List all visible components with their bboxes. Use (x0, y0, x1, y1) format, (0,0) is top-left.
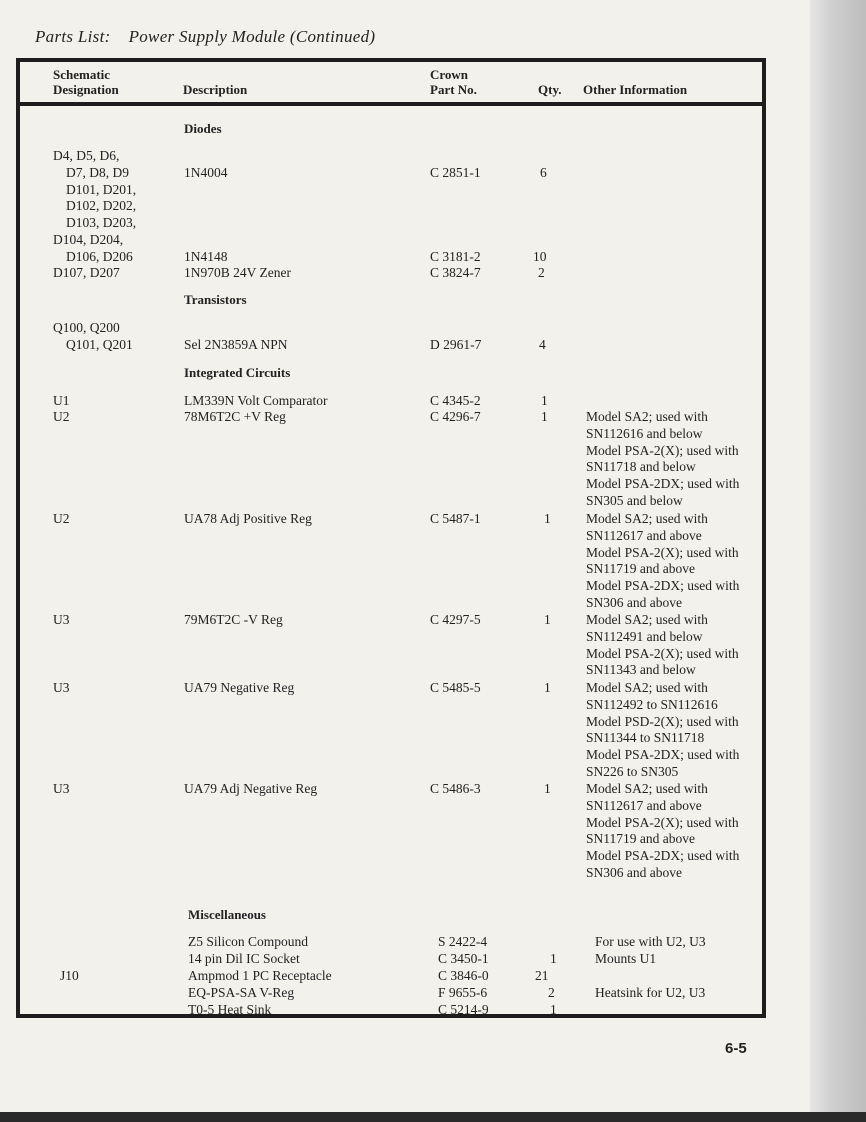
info-line: SN306 and above (586, 864, 682, 880)
row-part-number: C 5214-9 (438, 1002, 489, 1017)
designation-line: Q101, Q201 (66, 336, 133, 352)
designation-line: D101, D201, (66, 181, 137, 197)
info-line: Model SA2; used with (586, 612, 708, 627)
info-line: SN112617 and above (586, 527, 702, 543)
row-designation: U2 (53, 511, 70, 526)
row-other-info: For use with U2, U3 (595, 934, 706, 949)
row-description: 1N970B 24V Zener (184, 265, 291, 280)
row-description: UA79 Adj Negative Reg (184, 781, 318, 796)
header-qty: Qty. (538, 82, 562, 97)
info-line: SN112491 and below (586, 628, 703, 644)
row-description: EQ-PSA-SA V-Reg (188, 985, 295, 1000)
row-description: 79M6T2C -V Reg (184, 612, 283, 627)
row-designation: U2 (53, 409, 70, 424)
header-schematic (53, 67, 119, 97)
row-other-info (586, 409, 739, 510)
row-description: 78M6T2C +V Reg (184, 409, 286, 424)
info-line: SN11719 and above (586, 831, 695, 847)
row-designation: U3 (53, 680, 70, 695)
row-description: 14 pin Dil IC Socket (188, 951, 300, 966)
designation-line: Q100, Q200 (53, 320, 120, 335)
info-line: Model PSA-2(X); used with (586, 645, 739, 661)
designation-line: D4, D5, D6, (53, 148, 120, 163)
row-description: 1N4004 (184, 165, 228, 180)
row-designation: U3 (53, 781, 70, 796)
designation-line: D7, D8, D9 (66, 164, 129, 180)
row-part-number: C 5486-3 (430, 781, 481, 796)
row-qty: 2 (548, 985, 555, 1000)
row-part-number: C 4296-7 (430, 409, 481, 424)
row-part-number: C 4345-2 (430, 393, 481, 408)
info-line: SN306 and above (586, 594, 682, 610)
row-other-info (586, 781, 739, 882)
row-qty: 1 (550, 951, 557, 966)
parts-table-frame (16, 58, 766, 1018)
info-line: SN226 to SN305 (586, 763, 679, 779)
row-part-number: C 4297-5 (430, 612, 481, 627)
row-description: Z5 Silicon Compound (188, 934, 309, 949)
row-part-number: C 5487-1 (430, 511, 481, 526)
row-part-number: S 2422-4 (438, 934, 488, 949)
header-crown-line2: Part No. (430, 82, 477, 97)
info-line: SN305 and below (586, 492, 683, 508)
designation-line: D103, D203, (66, 215, 137, 231)
row-qty: 21 (535, 968, 549, 983)
page-edge-shadow (810, 0, 866, 1122)
designation-line: D102, D202, (66, 198, 137, 214)
row-part-number: C 3450-1 (438, 951, 489, 966)
info-line: SN11718 and below (586, 459, 696, 475)
row-part-number: D 2961-7 (430, 337, 482, 352)
row-designation: U1 (53, 393, 70, 408)
row-qty: 1 (544, 680, 551, 695)
info-line: Model SA2; used with (586, 781, 708, 796)
row-designation (53, 148, 136, 249)
row-other-info (586, 680, 739, 781)
info-line: Model PSD-2(X); used with (586, 713, 739, 729)
row-other-info: Mounts U1 (595, 951, 657, 966)
row-qty: 10 (533, 249, 547, 264)
section-diodes: Diodes (184, 121, 222, 136)
row-part-number: C 3846-0 (438, 968, 489, 983)
info-line: Model SA2; used with (586, 511, 708, 526)
row-description: UA79 Negative Reg (184, 680, 295, 695)
row-other-info (586, 511, 739, 612)
header-crown-line1: Crown (430, 67, 469, 82)
info-line: Model SA2; used with (586, 680, 708, 695)
row-part-number: C 3181-2 (430, 249, 481, 264)
row-qty: 4 (539, 337, 546, 352)
info-line: Model PSA-2DX; used with (586, 848, 740, 864)
info-line: Model PSA-2DX; used with (586, 747, 740, 763)
row-designation: D107, D207 (53, 265, 120, 280)
info-line: Model PSA-2DX; used with (586, 476, 740, 492)
page-title (35, 27, 375, 47)
section-transistors: Transistors (184, 292, 247, 307)
info-line: SN112492 to SN112616 (586, 696, 718, 712)
header-schematic-line2: Designation (53, 82, 119, 97)
designation-line: D104, D204, (53, 231, 124, 247)
info-line: SN11344 to SN11718 (586, 730, 705, 746)
row-qty: 1 (544, 511, 551, 526)
row-qty: 1 (544, 612, 551, 627)
page-bottom-edge (0, 1112, 866, 1122)
header-other-info: Other Information (583, 82, 688, 97)
row-designation: D106, D206 (66, 249, 133, 264)
row-description: Sel 2N3859A NPN (184, 337, 288, 352)
section-integrated-circuits: Integrated Circuits (184, 365, 291, 380)
row-part-number: C 5485-5 (430, 680, 481, 695)
row-description: T0-5 Heat Sink (188, 1002, 272, 1017)
row-description: UA78 Adj Positive Reg (184, 511, 312, 526)
row-description: LM339N Volt Comparator (184, 393, 328, 408)
title-label: Parts List: (35, 27, 111, 46)
page-number: 6-5 (725, 1040, 747, 1057)
row-designation (53, 320, 133, 354)
row-designation: J10 (60, 968, 79, 983)
row-qty: 1 (544, 781, 551, 796)
info-line: SN112617 and above (586, 797, 702, 813)
title-subtitle: Power Supply Module (Continued) (128, 27, 376, 46)
header-description: Description (183, 82, 248, 97)
row-part-number: C 2851-1 (430, 165, 481, 180)
info-line: SN11343 and below (586, 662, 696, 678)
info-line: Model PSA-2(X); used with (586, 814, 739, 830)
header-crown-part (430, 67, 477, 97)
info-line: SN11719 and above (586, 561, 695, 577)
row-description: 1N4148 (184, 249, 228, 264)
table-header (20, 62, 762, 106)
header-schematic-line1: Schematic (53, 67, 111, 82)
row-other-info: Heatsink for U2, U3 (595, 985, 706, 1000)
row-qty: 1 (541, 393, 548, 408)
info-line: Model PSA-2(X); used with (586, 442, 739, 458)
row-part-number: C 3824-7 (430, 265, 481, 280)
info-line: Model PSA-2(X); used with (586, 544, 739, 560)
row-qty: 6 (540, 165, 547, 180)
row-other-info (586, 612, 739, 679)
info-line: Model PSA-2DX; used with (586, 578, 740, 594)
row-qty: 1 (541, 409, 548, 424)
row-description: Ampmod 1 PC Receptacle (188, 968, 332, 983)
row-qty: 2 (538, 265, 545, 280)
row-designation: U3 (53, 612, 70, 627)
info-line: Model SA2; used with (586, 409, 708, 424)
row-part-number: F 9655-6 (438, 985, 488, 1000)
info-line: SN112616 and below (586, 425, 703, 441)
section-miscellaneous: Miscellaneous (188, 907, 266, 922)
row-qty: 1 (550, 1002, 557, 1017)
